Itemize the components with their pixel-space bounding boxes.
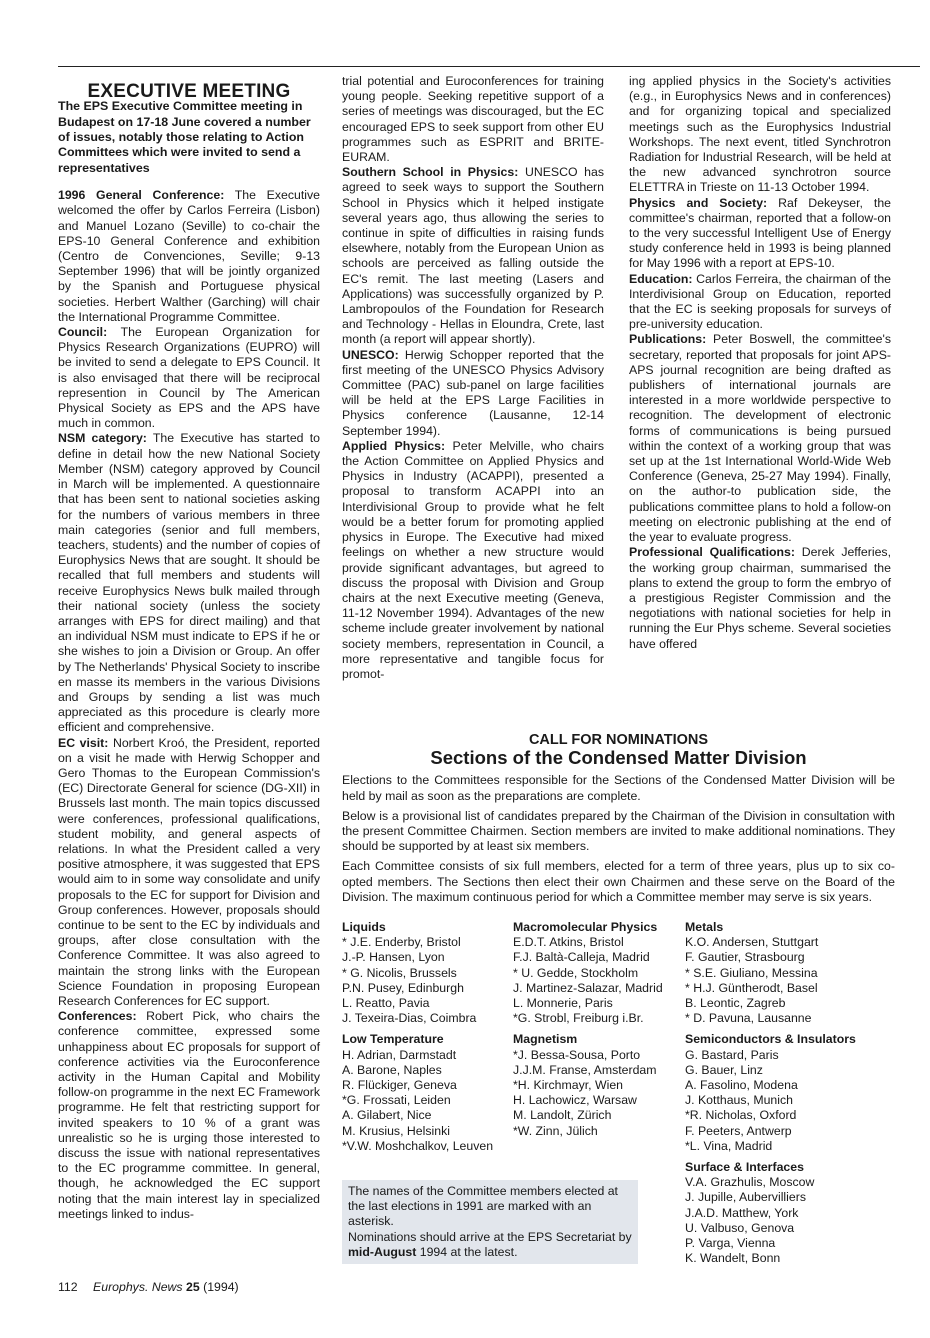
article-paragraph [58,1009,320,1222]
paragraph-heading: Physics and Society: [629,195,768,210]
nominations-paragraph: Elections to the Committees responsible for the Sections of the Condensed Matter Division will be held by mail as soon as the preparations are complete. [342,773,895,803]
candidate-name: L. Monnerie, Paris [513,996,613,1011]
candidate-name: * D. Pavuna, Lausanne [685,1011,812,1026]
section-group [342,1032,507,1154]
candidate-name: P. Varga, Vienna [685,1236,776,1251]
paragraph-text: Raf Dekeyser, the committee's chairman, reported that a follow-on to the very successful Intelligent Use of Energy study conference held in 1993 is being planned for May 1996 with a report at EPS-10. [629,195,891,271]
candidate-name: P.N. Pusey, Edinburgh [342,980,464,995]
page-number: 112 [58,1280,78,1294]
section-name: Liquids [342,920,386,934]
candidate-name: * J.E. Enderby, Bristol [342,935,461,950]
candidate-name: * S.E. Giuliano, Messina [685,965,818,980]
article-paragraph [342,165,604,347]
candidate-name: J. Martinez-Salazar, Madrid [513,980,663,995]
candidate-name: J. Kotthaus, Munich [685,1093,793,1108]
candidate-name: *G. Strobl, Freiburg i.Br. [513,1011,644,1026]
candidate-name: *W. Zinn, Jülich [513,1123,598,1138]
candidate-name: M. Landolt, Zürich [513,1108,612,1123]
section-group [685,1160,900,1266]
candidate-name: *H. Kirchmayr, Wien [513,1078,624,1093]
nominations-paragraph: Below is a provisional list of candidates prepared by the Chairman of the Division in consultation with the present Committee Chairmen. Section members are invited to make additional nominations. They should be supported by at least six members. [342,808,895,854]
deadline-text: mid-August [348,1244,417,1259]
journal-volume: 25 [185,1280,200,1294]
candidate-name: *R. Nicholas, Oxford [685,1108,797,1123]
paragraph-text: Carlos Ferreira, the chairman of the Interdivisional Group on Education, reported that the EC is seeking proposals for surveys of pre-university education. [629,271,891,332]
article-column-1 [58,81,320,1222]
nominations-paragraph: Each Committee consists of six full members, elected for a term of three years, plus up to six co-opted members. The Sections then elect their own Chairmen and these serve on the Board of the Division. The maximum continuous period for which a Committee member may serve is six years. [342,859,895,904]
journal-year: (1994) [203,1280,239,1294]
article-paragraph [58,736,320,1010]
candidate-name: *G. Frossati, Leiden [342,1093,451,1108]
section-name: Metals [685,920,724,934]
candidate-name: J.J.M. Franse, Amsterdam [513,1062,657,1077]
journal-name: Europhys. News [93,1280,183,1294]
section-name: Semiconductors & Insulators [685,1032,856,1047]
candidate-name: *J. Bessa-Sousa, Porto [513,1047,641,1062]
candidate-name: *L. Vina, Madrid [685,1138,773,1153]
candidate-name: F.J. Baltà-Calleja, Madrid [513,950,650,965]
candidate-name: A. Barone, Naples [342,1062,442,1077]
column-1-paragraphs [58,188,320,1222]
nominations-title: Sections of the Condensed Matter Division [430,747,807,769]
section-group [513,1032,683,1138]
section-name: Surface & Interfaces [685,1160,804,1175]
candidate-name: * U. Gedde, Stockholm [513,965,639,980]
article-column-3 [629,74,891,652]
candidate-name: * H.J. Güntherodt, Basel [685,980,818,995]
candidate-name: * G. Nicolis, Brussels [342,965,457,980]
section-group [513,920,683,1026]
article-paragraph [629,272,891,333]
sections-column-2 [513,920,683,1145]
paragraph-heading: NSM category: [58,431,147,446]
candidate-name: K.O. Andersen, Stuttgart [685,935,819,950]
paragraph-text: trial potential and Euroconferences for training young people. Seeking repetitive support of a series of meetings was discouraged, but the EC encouraged EPS to seek support from other EU programmes such as ESPRIT and BRITE-EURAM. [342,74,604,165]
paragraph-heading: Applied Physics: [342,438,446,453]
paragraph-text: Herwig Schopper reported that the first meeting of the UNESCO Physics Advisory Committee (PAC) sub-panel on large facilities will be held at the EPS Large Facilities in Physics conference (Lausanne, 12-14 September 1994). [342,347,604,438]
page-footer [58,1280,239,1294]
nominations-box [342,733,895,910]
candidate-name: J. Texeira-Dias, Coimbra [342,1011,477,1026]
article-paragraph [342,348,604,439]
section-group [685,1032,900,1154]
candidate-name: F. Peeters, Antwerp [685,1123,792,1138]
candidate-name: U. Valbuso, Genova [685,1220,795,1235]
paragraph-heading: Publications: [629,332,707,347]
sections-column-3 [685,920,900,1272]
candidate-name: A. Gilabert, Nice [342,1108,432,1123]
article-paragraph [58,325,320,431]
candidate-name: L. Reatto, Pavia [342,996,430,1011]
article-paragraph [629,74,891,196]
article-paragraph [342,74,604,165]
paragraph-text: ing applied physics in the Society's activities (e.g., in Europhysics News and in conferences) and for organizing topical and specialized meetings such as the Europhysics Industrial Workshops. The next event, titled Synchrotron Radiation for Industrial Research, will be held at the new advanced synchrotron source ELETTRA in Trieste on 11-13 October 1994. [629,74,891,195]
paragraph-text: Derek Jefferies, the working group chairman, summarised the plans to extend the group to form the embryo of a prestigious Register Commission and the negotiations with national societies for help in running the Eur Phys scheme. Several societies have offered [629,545,891,651]
top-rule [58,66,920,67]
paragraph-text: UNESCO has agreed to seek ways to support the Southern School in Physics which it helped instigate several years ago, thus allowing the series to continue in spite of difficulties in raising funds elsewhere, notably from the European Union as schools are perceived as falling outside the EC's remit. The last meeting (Lasers and Applications) was successfully organized by P. Lambropoulos of the Foundation for Research and Technology - Hellas in Eloundra, Crete, last month (a report will appear shortly). [342,165,604,347]
candidate-name: H. Lachowicz, Warsaw [513,1093,637,1108]
article-paragraph [342,439,604,682]
candidate-name: G. Bastard, Paris [685,1047,779,1062]
article-title: EXECUTIVE MEETING [87,81,291,102]
candidate-name: H. Adrian, Darmstadt [342,1047,457,1062]
candidate-name: B. Leontic, Zagreb [685,996,786,1011]
note-deadline-line: Nominations should arrive at the EPS Secretariat by mid-August 1994 at the latest. [348,1229,632,1259]
paragraph-heading: 1996 General Conference: [58,188,225,203]
paragraph-text: Peter Boswell, the committee's secretary, reported that proposals for joint APS-APS journal recognition are being drafted as publishers of international journals are interested in a more worldwide perspective to recognition. The development of electronic forms of communications is being pursued within the context of a working group that was set up at the 1st International World-Wide Web Conference (Geneva, 25-27 May 1994). Finally, on the author-to publication side, the publications committee plans to hold a follow-on meeting on electronic publishing at the end of the year to evaluate progress. [629,332,891,545]
candidate-name: M. Krusius, Helsinki [342,1123,450,1138]
nominations-kicker: CALL FOR NOMINATIONS [528,732,709,748]
article-paragraph [629,332,891,545]
article-paragraph [58,431,320,735]
article-lead: The EPS Executive Committee meeting in Budapest on 17-18 June covered a number of issues, notably those relating to Action Committees which were invited to send a representatives [58,99,311,175]
nominations-note [342,1180,638,1264]
article-paragraph [58,188,320,325]
paragraph-text: Norbert Kroó, the President, reported on a visit he made with Herwig Schopper and Gero Thomas to the European Commission's (EC) Directorate General for science (DG-XII) in Brussels last month. The main topics discussed were conferences, professional qualifications, student mobility, and general aspects of relations. In what the President called a very positive atmosphere, it was suggested that EPS would aim to in some way consolidate and unify proposals to the EC for support for Division and Group conferences. However, proposals should continue to be sent to the EC by individuals and groups, after close consultation with the Conference Committee. It was also agreed to maintain the strong links with the European Science Foundation in proposing European Research Conferences for EC support. [58,735,320,1008]
article-paragraph [629,196,891,272]
paragraph-text: The European Organization for Physics Research Organizations (EUPRO) will be invited to send a delegate to EPS Council. It is also envisaged that there will be reciprocal represention in Council by The American Physical Society as EPS and the APS have much in common. [58,325,320,431]
article-paragraph [629,545,891,651]
note-asterisk-line: The names of the Committee members elected at the last elections in 1991 are marked with an asterisk. [348,1184,618,1229]
article-column-2 [342,74,604,682]
paragraph-heading: Education: [629,271,693,286]
paragraph-heading: UNESCO: [342,347,399,362]
candidate-name: F. Gautier, Strasbourg [685,950,805,965]
candidate-name: A. Fasolino, Modena [685,1078,798,1093]
candidate-name: J. Jupille, Aubervilliers [685,1190,806,1205]
candidate-name: K. Wandelt, Bonn [685,1251,781,1266]
candidate-name: J.-P. Hansen, Lyon [342,950,445,965]
candidate-name: J.A.D. Matthew, York [685,1205,799,1220]
paragraph-text: Robert Pick, who chairs the conference committee, expressed some unhappiness about EC proposals for support of conference activities via the Euroconference activity in the Human Capital and Mobility follow-on programme in the next EC Framework programme. He felt that restricting support for invited speakers to 10 % of a grant was unrealistic so he is urging those interested to discuss the issue with national representatives to the EC programme committee. In general, though, he acknowledged the EC support noting that the main interest lay in specialized meetings linked to indus- [58,1009,320,1221]
paragraph-text: The Executive has started to define in detail how the new National Society Member (NSM) category approved by Council in March will be implemented. A questionnaire that has been sent to national societies asking for the numbers of various members in three main categories (senior and full members, teachers, students) and the number of copies of Europhysics News that are sought. It should be recalled that full members and students will receive Europhysics News bulk mailed through their national society (unless the society arranges with EPS for direct mailing) and that an individual NSM must indicate to EPS if he or she wishes to join a Division or Group. An offer by The Netherlands' Physical Society to inscribe en masse its members in the various Divisions and Groups by sending a list was much appreciated as this procedure is clearly more efficient and comprehensive. [58,431,320,735]
candidate-name: E.D.T. Atkins, Bristol [513,935,624,950]
column-3-paragraphs [629,74,891,652]
sections-column-1 [342,920,507,1160]
paragraph-heading: EC visit: [58,735,109,750]
section-group [342,920,507,1026]
candidate-name: R. Flückiger, Geneva [342,1078,457,1093]
candidate-name: G. Bauer, Linz [685,1062,763,1077]
candidate-name: V.A. Grazhulis, Moscow [685,1175,815,1190]
paragraph-heading: Southern School in Physics: [342,165,519,180]
paragraph-heading: Council: [58,325,108,340]
candidate-name: *V.W. Moshchalkov, Leuven [342,1138,494,1153]
column-2-paragraphs [342,74,604,682]
paragraph-text: The Executive welcomed the offer by Carlos Ferreira (Lisbon) and Manuel Lozano (Seville) to co-chair the EPS-10 General Conference and exhibition (Centro de Convenciones, Seville; 9-13 September 1996) that will be jointly organized by the Spanish and Portuguese physical societies. Herbert Walther (Garching) will chair the International Programme Committee. [58,188,320,324]
paragraph-heading: Conferences: [58,1009,137,1024]
section-name: Magnetism [513,1032,578,1047]
paragraph-heading: Professional Qualifications: [629,545,795,560]
section-name: Low Temperature [342,1032,444,1047]
section-group [685,920,900,1026]
section-name: Macromolecular Physics [513,920,658,934]
paragraph-text: Peter Melville, who chairs the Action Committee on Applied Physics and Physics in Industry (ACAPPI), presented a proposal to transform ACAPPI into an Interdivisional Group to provide what he felt would be a better forum for promoting applied physics in Europe. The Executive had mixed feelings on whether a new structure would provide significant advantages, but agreed to discuss the proposal with Division and Group chairs at the next Executive meeting (Geneva, 11-12 November 1994). Advantages of the new scheme include greater involvement by national society members, representation in Council, a more representative and tangible focus for promot- [342,438,604,681]
